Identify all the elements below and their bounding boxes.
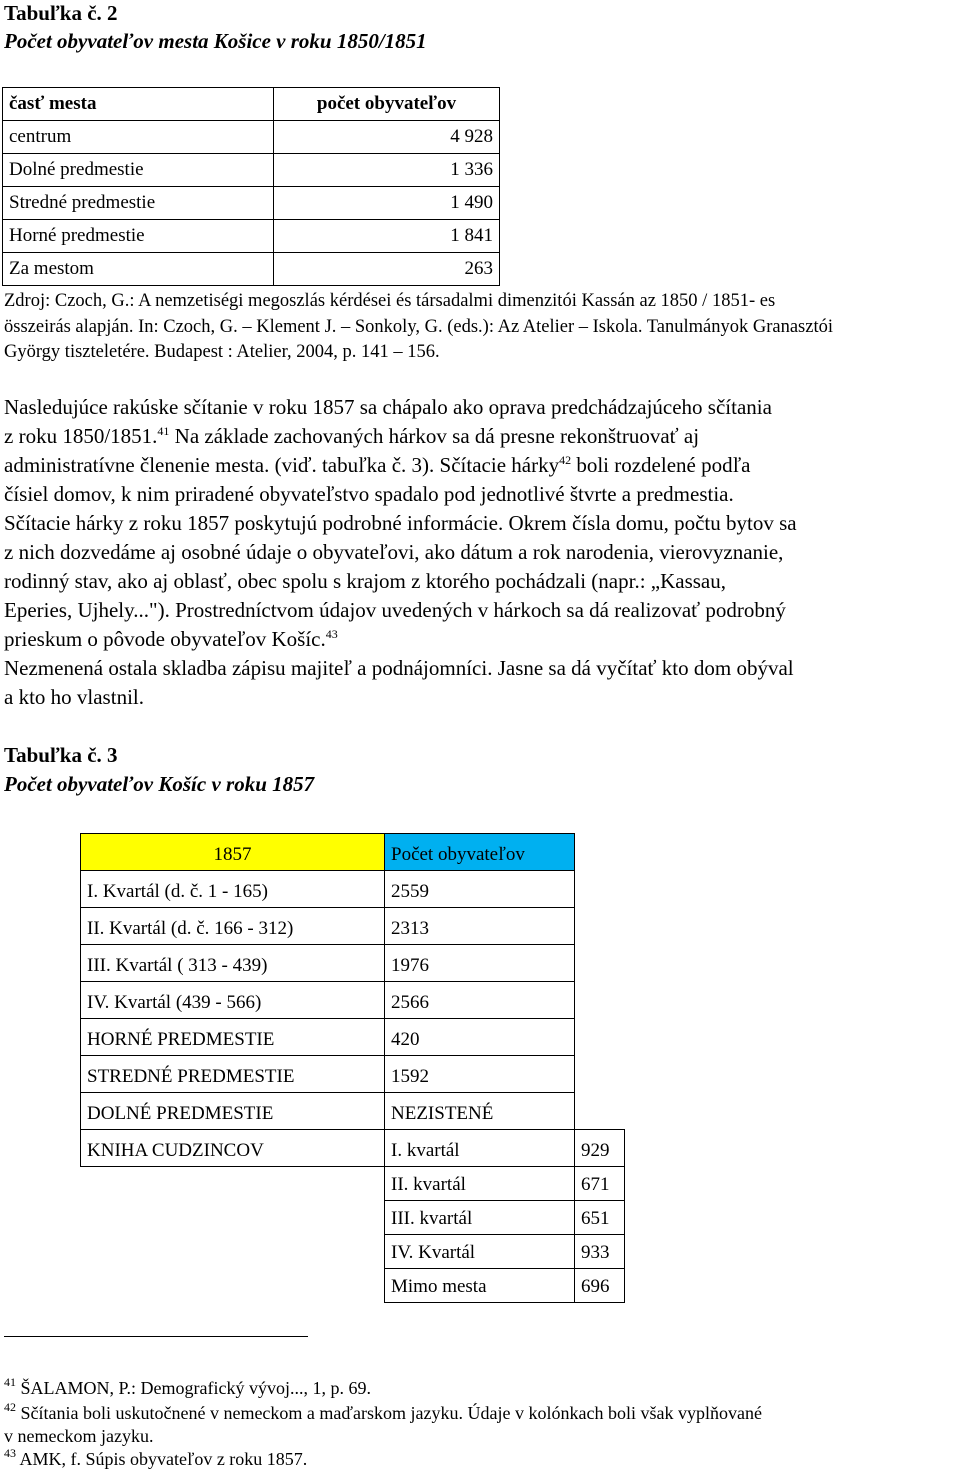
text-span: Na základe zachovaných hárkov sa dá presne rekonštruovať aj: [169, 424, 700, 448]
paragraph-line: Nezmenená ostala skladba zápisu majiteľ a podnájomníci. Jasne sa dá vyčítať kto dom obýval: [4, 656, 794, 680]
table2-cell-part: Za mestom: [3, 253, 274, 286]
table-row: [81, 1130, 625, 1167]
table-row: [3, 253, 500, 286]
empty-cell: [81, 1269, 385, 1303]
table-row: [3, 154, 500, 187]
table3-cell-value: 2559: [385, 871, 575, 908]
table3-cell-quarter: II. kvartál: [385, 1167, 575, 1201]
paragraph-line: Nasledujúce rakúske sčítanie v roku 1857 sa chápalo ako oprava predchádzajúceho sčítania: [4, 395, 772, 419]
empty-cell: [575, 834, 625, 871]
table3-cell-value: 929: [575, 1130, 625, 1167]
footnote-text: AMK, f. Súpis obyvateľov z roku 1857.: [19, 1449, 308, 1469]
table3: [80, 833, 625, 1303]
table2-header-part: časť mesta: [3, 88, 274, 121]
table3-cell-value: 2313: [385, 908, 575, 945]
table3-cell-name: IV. Kvartál (439 - 566): [81, 982, 385, 1019]
footnote: [4, 1402, 762, 1424]
source-line: György tiszteletére. Budapest : Atelier, 2004, p. 141 – 156.: [4, 342, 440, 362]
text-span: z roku 1850/1851.: [4, 424, 158, 448]
text-span: administratívne členenie mesta. (viď. tabuľka č. 3).: [4, 453, 435, 477]
table3-header-year: 1857: [81, 834, 385, 871]
table3-cell-name: HORNÉ PREDMESTIE: [81, 1019, 385, 1056]
table2-cell-count: 1 841: [274, 220, 500, 253]
footnote-number: 42: [4, 1400, 16, 1414]
table2-cell-part: Stredné predmestie: [3, 187, 274, 220]
paragraph-line: [4, 422, 699, 451]
table-row: [81, 834, 625, 871]
table3-cell-name: I. Kvartál (d. č. 1 - 165): [81, 871, 385, 908]
table3-cell-name: DOLNÉ PREDMESTIE: [81, 1093, 385, 1130]
table-row: [81, 1056, 625, 1093]
table3-header-count: Počet obyvateľov: [385, 834, 575, 871]
table3-cell-value: 1592: [385, 1056, 575, 1093]
empty-cell: [575, 908, 625, 945]
source-line: összeirás alapján. In: Czoch, G. – Klement J. – Sonkoly, G. (eds.): Az Atelier – Iskola. Tanulmányok Granasztói: [4, 317, 833, 337]
table3-cell-value: 671: [575, 1167, 625, 1201]
paragraph-line: rodinný stav, ako aj oblasť, obec spolu s krajom z ktorého pochádzali (napr.: „Kassau,: [4, 569, 726, 593]
empty-cell: [575, 982, 625, 1019]
table2-header-count: počet obyvateľov: [274, 88, 500, 121]
table3-cell-value: 420: [385, 1019, 575, 1056]
paragraph-line: a kto ho vlastnil.: [4, 685, 144, 709]
table2-cell-part: centrum: [3, 121, 274, 154]
footnote: [4, 1448, 307, 1470]
table-row: [81, 1201, 625, 1235]
text-span: Okrem čísla domu, počtu bytov sa: [503, 511, 797, 535]
footnote-text: ŠALAMON, P.: Demografický vývoj..., 1, p. 69.: [20, 1378, 371, 1398]
empty-cell: [575, 945, 625, 982]
table-row: [3, 88, 500, 121]
table3-cell-name: III. Kvartál ( 313 - 439): [81, 945, 385, 982]
table-row: [81, 982, 625, 1019]
table-row: [3, 121, 500, 154]
footnote-ref: 41: [157, 424, 170, 438]
table2-title: Počet obyvateľov mesta Košice v roku 1850/1851: [4, 29, 427, 53]
table-row: [3, 187, 500, 220]
table3-cell-value: 696: [575, 1269, 625, 1303]
table2: [2, 87, 500, 286]
table-row: [3, 220, 500, 253]
table3-cell-quarter: III. kvartál: [385, 1201, 575, 1235]
table-row: [81, 908, 625, 945]
empty-cell: [575, 1019, 625, 1056]
paragraph-line: z nich dozvedáme aj osobné údaje o obyvateľovi, ako dátum a rok narodenia, vierovyznanie,: [4, 540, 784, 564]
footnote-text: Sčítania boli uskutočnené v nemeckom a maďarskom jazyku. Údaje v kolónkach boli však vyplňované: [20, 1403, 762, 1423]
table3-cell-name: II. Kvartál (d. č. 166 - 312): [81, 908, 385, 945]
table3-cell-value: 651: [575, 1201, 625, 1235]
table3-cell-quarter: IV. Kvartál: [385, 1235, 575, 1269]
footnote: [4, 1377, 371, 1399]
text-span: prieskum o pôvode obyvateľov Košíc.: [4, 627, 326, 651]
text-span: Prostredníctvom údajov uvedených v hárkoch sa dá realizovať podrobný: [169, 598, 786, 622]
footnote-number: 43: [4, 1446, 16, 1460]
empty-cell: [575, 871, 625, 908]
table2-cell-count: 4 928: [274, 121, 500, 154]
table-row: [81, 1269, 625, 1303]
empty-cell: [81, 1235, 385, 1269]
paragraph-line: [4, 596, 786, 625]
source-line: Zdroj: Czoch, G.: A nemzetiségi megoszlás kérdései és társadalmi dimenzitói Kassán az 1850 / 1851- es: [4, 291, 776, 311]
text-span: Sčítacie hárky z roku 1857 poskytujú podrobné informácie.: [4, 511, 504, 535]
table3-cell-quarter: Mimo mesta: [385, 1269, 575, 1303]
table3-cell-value: NEZISTENÉ: [385, 1093, 575, 1130]
table-row: [81, 871, 625, 908]
paragraph-line: [4, 625, 338, 654]
table3-cell-quarter: I. kvartál: [385, 1130, 575, 1167]
footnote-ref: 43: [325, 627, 338, 641]
table-row: [81, 945, 625, 982]
empty-cell: [575, 1056, 625, 1093]
table3-cell-value: 1976: [385, 945, 575, 982]
table3-cell-name: STREDNÉ PREDMESTIE: [81, 1056, 385, 1093]
table2-cell-part: Horné predmestie: [3, 220, 274, 253]
text-span: Eperies, Ujhely...").: [4, 598, 170, 622]
table2-cell-count: 1 490: [274, 187, 500, 220]
text-span: Sčítacie hárky: [434, 453, 560, 477]
empty-cell: [575, 1093, 625, 1130]
table-row: [81, 1235, 625, 1269]
table-row: [81, 1093, 625, 1130]
text-span: boli rozdelené podľa: [571, 453, 751, 477]
table-row: [81, 1167, 625, 1201]
paragraph-line: [4, 451, 750, 480]
footnote: [4, 1425, 153, 1447]
table2-cell-count: 263: [274, 253, 500, 286]
table3-cell-name: KNIHA CUDZINCOV: [81, 1130, 385, 1167]
footnote-ref: 42: [559, 453, 572, 467]
footnote-number: 41: [4, 1375, 16, 1389]
footnote-text: v nemeckom jazyku.: [4, 1426, 154, 1446]
table2-cell-part: Dolné predmestie: [3, 154, 274, 187]
table-row: [81, 1019, 625, 1056]
table3-label: Tabuľka č. 3: [4, 743, 118, 767]
table3-title: Počet obyvateľov Košíc v roku 1857: [4, 772, 315, 796]
empty-cell: [81, 1167, 385, 1201]
empty-cell: [81, 1201, 385, 1235]
table3-cell-value: 2566: [385, 982, 575, 1019]
paragraph-line: [4, 509, 797, 538]
footnote-separator: [4, 1336, 308, 1337]
table2-label: Tabuľka č. 2: [4, 1, 118, 25]
table2-cell-count: 1 336: [274, 154, 500, 187]
table3-cell-value: 933: [575, 1235, 625, 1269]
paragraph-line: čísiel domov, k nim priradené obyvateľstvo spadalo pod jednotlivé štvrte a predmestia.: [4, 482, 734, 506]
